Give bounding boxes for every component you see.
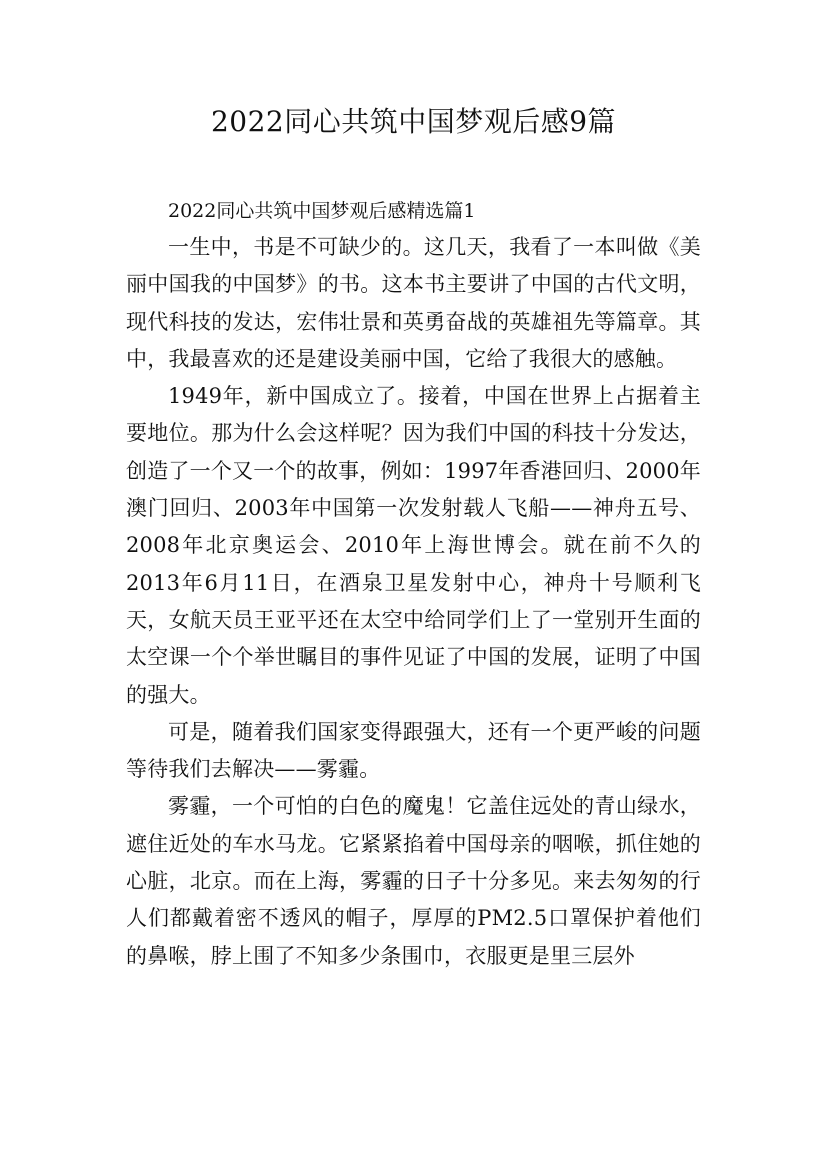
paragraph-3: 可是，随着我们国家变得跟强大，还有一个更严峻的问题等待我们去解决——雾霾。 bbox=[126, 719, 701, 782]
paragraph-2: 1949年，新中国成立了。接着，中国在世界上占据着主要地位。那为什么会这样呢？因为我们中国的科技十分发达，创造了一个又一个的故事，例如：1997年香港回归、2000年澳门回归、2003年中国第一次发射载人飞船——神舟五号、2008年北京奥运会、2010年上海世博会。就在前不久的2013年6月11日，在酒泉卫星发射中心，神舟十号顺利飞天，女航天员王亚平还在太空中给同学们上了一堂别开生面的太空课一个个举世瞩目的事件见证了中国的发展，证明了中国的强大。 bbox=[126, 384, 701, 707]
document-body bbox=[126, 229, 701, 975]
section-heading: 2022同心共筑中国梦观后感精选篇1 bbox=[168, 200, 476, 222]
document-title: 2022同心共筑中国梦观后感9篇 bbox=[210, 105, 617, 138]
paragraph-4: 雾霾，一个可怕的白色的魔鬼！它盖住远处的青山绿水，遮住近处的车水马龙。它紧紧掐着中国母亲的咽喉，抓住她的心脏，北京。而在上海，雾霾的日子十分多见。来去匆匆的行人们都戴着密不透风的帽子，厚厚的PM2.5口罩保护着他们的鼻喉，脖上围了不知多少条围巾，衣服更是里三层外 bbox=[126, 794, 701, 968]
paragraph-1: 一生中，书是不可缺少的。这几天，我看了一本叫做《美丽中国我的中国梦》的书。这本书主要讲了中国的古代文明，现代科技的发达，宏伟壮景和英勇奋战的英雄祖先等篇章。其中，我最喜欢的还是建设美丽中国，它给了我很大的感触。 bbox=[126, 235, 701, 371]
